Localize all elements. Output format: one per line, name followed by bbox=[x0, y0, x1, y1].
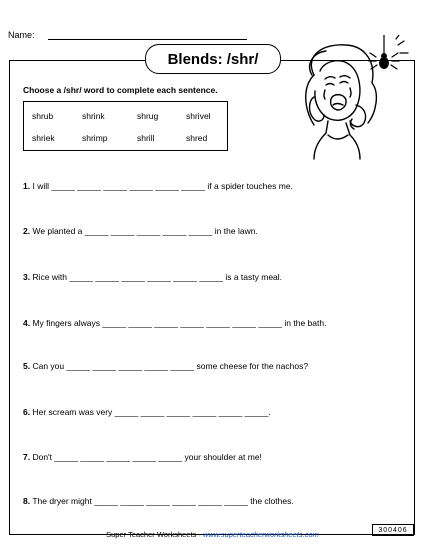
name-row bbox=[8, 30, 35, 40]
question-number: 1. bbox=[23, 181, 31, 191]
question-text-after: if a spider touches me. bbox=[207, 181, 293, 191]
question-text-before: Her scream was very bbox=[32, 407, 113, 417]
question-text-before: Rice with bbox=[32, 272, 67, 282]
answer-blanks: _____ _____ _____ _____ _____ _____ bbox=[114, 407, 269, 417]
question-text-after: is a tasty meal. bbox=[225, 272, 283, 282]
answer-blanks: _____ _____ _____ _____ _____ bbox=[66, 361, 195, 371]
footer-link[interactable]: www.superteacherworksheets.com bbox=[202, 530, 319, 539]
question-text-before: My fingers always bbox=[32, 318, 101, 328]
question-6 bbox=[23, 407, 271, 417]
worksheet-code-text: 300406 bbox=[378, 526, 408, 534]
question-text-after: your shoulder at me! bbox=[184, 452, 262, 462]
question-text-after: some cheese for the nachos? bbox=[196, 361, 309, 371]
question-1 bbox=[23, 181, 293, 191]
question-number: 4. bbox=[23, 318, 31, 328]
word-bank bbox=[23, 101, 228, 151]
question-number: 7. bbox=[23, 452, 31, 462]
answer-blanks: _____ _____ _____ _____ _____ _____ _____ bbox=[102, 318, 283, 328]
answer-blanks: _____ _____ _____ _____ _____ _____ bbox=[94, 496, 248, 506]
word-bank-item: shrivel bbox=[186, 111, 211, 121]
word-bank-item: shriek bbox=[32, 133, 55, 143]
question-5 bbox=[23, 361, 308, 371]
word-bank-item: shrimp bbox=[82, 133, 108, 143]
question-text-after: in the bath. bbox=[284, 318, 327, 328]
question-number: 6. bbox=[23, 407, 31, 417]
answer-blanks: _____ _____ _____ _____ _____ _____ bbox=[51, 181, 206, 191]
question-3 bbox=[23, 272, 282, 282]
question-text-before: Can you bbox=[32, 361, 65, 371]
answer-blanks: _____ _____ _____ _____ _____ bbox=[54, 452, 183, 462]
worksheet-title bbox=[145, 44, 281, 74]
question-7 bbox=[23, 452, 262, 462]
question-text-after: the clothes. bbox=[250, 496, 294, 506]
question-text-before: We planted a bbox=[32, 226, 83, 236]
question-4 bbox=[23, 318, 326, 328]
instructions: Choose a /shr/ word to complete each sentence. bbox=[23, 85, 218, 95]
answer-blanks: _____ _____ _____ _____ _____ _____ bbox=[69, 272, 223, 282]
footer-brand: Super Teacher Worksheets - bbox=[106, 530, 203, 539]
question-number: 2. bbox=[23, 226, 31, 236]
title-text: Blends: /shr/ bbox=[167, 50, 259, 68]
question-2 bbox=[23, 226, 258, 236]
answer-blanks: _____ _____ _____ _____ _____ bbox=[84, 226, 213, 236]
word-bank-item: shrill bbox=[137, 133, 155, 143]
word-bank-item: shrug bbox=[137, 111, 159, 121]
question-number: 5. bbox=[23, 361, 31, 371]
word-bank-item: shrink bbox=[82, 111, 105, 121]
question-text-before: The dryer might bbox=[32, 496, 92, 506]
question-text-after: in the lawn. bbox=[214, 226, 258, 236]
question-number: 8. bbox=[23, 496, 31, 506]
question-text-after: . bbox=[268, 407, 271, 417]
worksheet-code bbox=[372, 524, 414, 536]
name-line bbox=[48, 39, 247, 40]
question-8 bbox=[23, 496, 294, 506]
word-bank-item: shred bbox=[186, 133, 208, 143]
name-label: Name: bbox=[8, 30, 35, 40]
footer bbox=[0, 530, 425, 539]
question-number: 3. bbox=[23, 272, 31, 282]
word-bank-item: shrub bbox=[32, 111, 54, 121]
question-text-before: I will bbox=[32, 181, 49, 191]
screaming-girl-spider-icon bbox=[284, 35, 412, 165]
question-text-before: Don't bbox=[32, 452, 53, 462]
